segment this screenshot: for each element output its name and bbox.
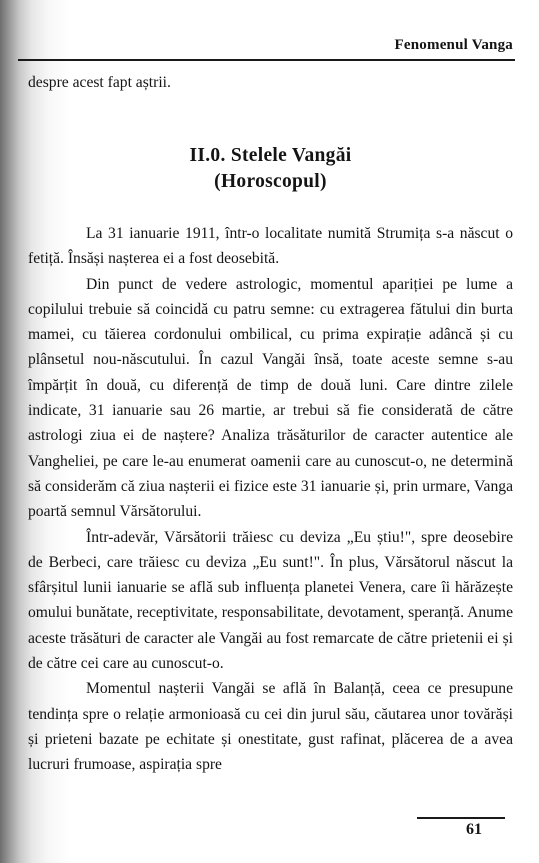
paragraph-birth: La 31 ianuarie 1911, într-o localitate numită Strumița s-a născut o fetiță. Însăși nașterea ei a fost deosebită. — [28, 225, 513, 268]
paragraph-libra: Momentul nașterii Vangăi se află în Balanță, ceea ce presupune tendința spre o relație armonioasă cu cei din jurul său, căutarea unor tovărăși și prieteni bazate pe echitate și onestitate, gust rafinat, plăcerea de a avea lucruri frumoase, aspirația spre — [28, 680, 513, 774]
section-title-main: II.0. Stelele Vangăi — [189, 145, 352, 166]
paragraph-aquarius: Într-adevăr, Vărsătorii trăiesc cu deviza „Eu știu!", spre deosebire de Berbeci, care trăiesc cu deviza „Eu sunt!". În plus, Vărsătorul născut la sfârșitul lunii ianuarie se află sub influența planetei Venera, care îi hărăzește omului bunătate, receptivitate, responsabilitate, devotament, speranță. Anume aceste trăsături de caracter ale Vangăi au fost remarcate de către prietenii ei și de către cei care au cunoscut-o. — [28, 528, 513, 673]
section-title-sub: (Horoscopul) — [214, 171, 327, 192]
section-title — [28, 143, 513, 195]
header-rule — [18, 59, 515, 61]
paragraph-astrology: Din punct de vedere astrologic, momentul apariției pe lume a copilului trebuie să coincidă cu patru semne: cu extragerea fătului din burta mamei, cu tăierea cordonului ombilical, cu prima expirație adâncă și cu plânsetul nou-născutului. În cazul Vangăi însă, toate aceste semne s-au împărțit în două, cu diferență de timp de două luni. Care dintre zilele indicate, 31 ianuarie sau 26 martie, ar trebui să fie considerată de către astrologi ziua ei de naștere? Analiza trăsăturilor de caracter autentice ale Vangheliei, pe care le-au enumerat oamenii care au cunoscut-o, ne determină să considerăm că ziua nașterii ei fizice este 31 ianuarie și, prin urmare, Vanga poartă semnul Vărsătorului. — [28, 275, 513, 521]
continuation-text — [28, 70, 513, 95]
section-body — [28, 221, 513, 778]
continuation-line: despre acest fapt aștrii. — [28, 74, 171, 91]
page-number: 61 — [466, 821, 482, 838]
running-header: Fenomenul Vanga — [394, 37, 513, 53]
footer-rule — [417, 817, 505, 819]
